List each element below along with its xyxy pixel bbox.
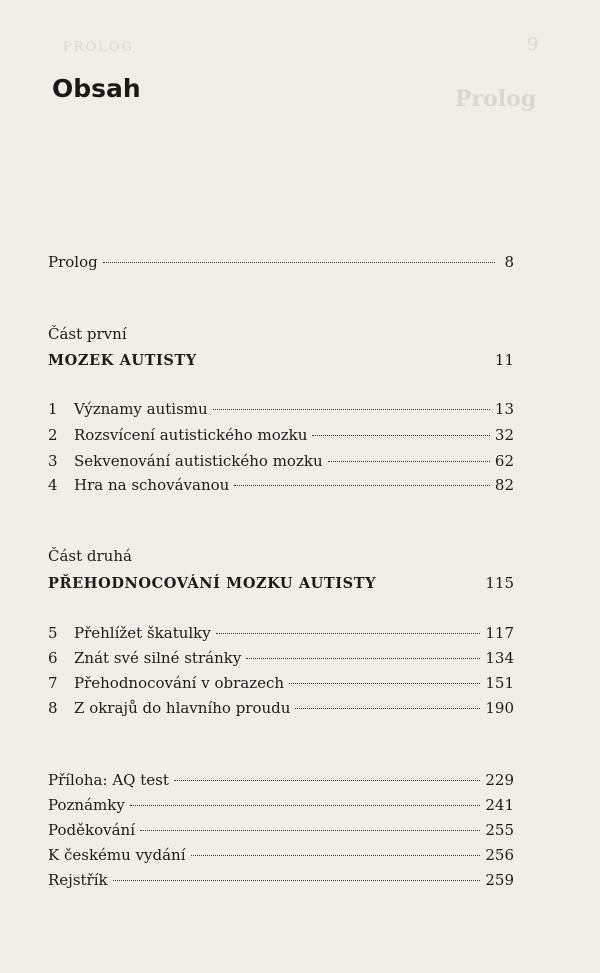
chapter-number: 6 bbox=[48, 649, 58, 667]
toc-entry-acknowledgements[interactable] bbox=[48, 821, 514, 845]
toc-entry-label: Znát své silné stránky bbox=[74, 649, 242, 667]
toc-entry-page: 190 bbox=[485, 699, 514, 717]
toc-entry-czech-edition[interactable] bbox=[48, 846, 514, 870]
leader-dots bbox=[213, 409, 490, 410]
leader-dots bbox=[312, 435, 490, 436]
chapter-number: 5 bbox=[48, 624, 58, 642]
toc-entry-label: Významy autismu bbox=[74, 400, 208, 418]
toc-entry-label: Z okrajů do hlavního proudu bbox=[74, 699, 291, 717]
toc-entry-chapter[interactable] bbox=[48, 624, 514, 648]
toc-entry-label: Přehlížet škatulky bbox=[74, 624, 211, 642]
part-two-title: PŘEHODNOCOVÁNÍ MOZKU AUTISTY bbox=[48, 575, 377, 592]
toc-entry-page: 32 bbox=[494, 426, 514, 444]
part-one-title: MOZEK AUTISTY bbox=[48, 352, 197, 369]
toc-entry-index[interactable] bbox=[48, 871, 514, 895]
toc-entry-page: 82 bbox=[494, 476, 514, 494]
toc-entry-page: 229 bbox=[485, 771, 514, 789]
toc-entry-page: 11 bbox=[494, 351, 514, 369]
part-one-label: Část první bbox=[48, 325, 127, 343]
leader-dots bbox=[140, 830, 480, 831]
chapter-number: 7 bbox=[48, 674, 58, 692]
toc-entry-page: 115 bbox=[485, 574, 514, 592]
page-title: Obsah bbox=[52, 74, 141, 103]
toc-entry-page: 256 bbox=[485, 846, 514, 864]
toc-entry-label: Poděkování bbox=[48, 821, 135, 839]
leader-dots bbox=[174, 780, 481, 781]
toc-entry-chapter[interactable] bbox=[48, 699, 514, 723]
toc-entry-chapter[interactable] bbox=[48, 400, 514, 424]
bleed-through-page-number: 9 bbox=[527, 34, 539, 55]
toc-entry-chapter[interactable] bbox=[48, 649, 514, 673]
toc-entry-label: Příloha: AQ test bbox=[48, 771, 169, 789]
bleed-through-heading: Prolog bbox=[455, 86, 537, 112]
bleed-through-running-head: PROLOG bbox=[63, 40, 134, 55]
chapter-number: 2 bbox=[48, 426, 58, 444]
toc-entry-label: Rozsvícení autistického mozku bbox=[74, 426, 308, 444]
leader-dots bbox=[103, 262, 495, 263]
toc-entry-page: 8 bbox=[504, 253, 514, 271]
toc-entry-chapter[interactable] bbox=[48, 426, 514, 450]
toc-entry-page: 255 bbox=[485, 821, 514, 839]
toc-entry-appendix[interactable] bbox=[48, 771, 514, 795]
chapter-number: 4 bbox=[48, 476, 58, 494]
toc-entry-part-two[interactable] bbox=[48, 574, 514, 598]
toc-entry-page: 62 bbox=[494, 452, 514, 470]
leader-dots bbox=[289, 683, 480, 684]
leader-dots bbox=[216, 633, 481, 634]
toc-entry-page: 259 bbox=[485, 871, 514, 889]
leader-dots bbox=[191, 855, 481, 856]
toc-entry-chapter[interactable] bbox=[48, 452, 514, 476]
leader-dots bbox=[295, 708, 480, 709]
toc-entry-page: 241 bbox=[485, 796, 514, 814]
toc-entry-label: K českému vydání bbox=[48, 846, 186, 864]
chapter-number: 3 bbox=[48, 452, 58, 470]
chapter-number: 8 bbox=[48, 699, 58, 717]
toc-entry-part-one[interactable] bbox=[48, 351, 514, 375]
toc-entry-page: 117 bbox=[485, 624, 514, 642]
leader-dots bbox=[113, 880, 481, 881]
leader-dots bbox=[328, 461, 490, 462]
toc-entry-label: Rejstřík bbox=[48, 871, 108, 889]
toc-entry-prolog[interactable] bbox=[48, 253, 514, 277]
toc-entry-label: Přehodnocování v obrazech bbox=[74, 674, 285, 692]
toc-entry-label: Sekvenování autistického mozku bbox=[74, 452, 323, 470]
leader-dots bbox=[234, 485, 490, 486]
leader-dots bbox=[246, 658, 480, 659]
chapter-number: 1 bbox=[48, 400, 58, 418]
toc-entry-chapter[interactable] bbox=[48, 674, 514, 698]
toc-entry-label: Prolog bbox=[48, 253, 98, 271]
part-two-label: Část druhá bbox=[48, 547, 132, 565]
toc-entry-chapter[interactable] bbox=[48, 476, 514, 500]
toc-entry-page: 13 bbox=[494, 400, 514, 418]
toc-entry-label: Hra na schovávanou bbox=[74, 476, 230, 494]
toc-entry-label: Poznámky bbox=[48, 796, 125, 814]
toc-entry-page: 134 bbox=[485, 649, 514, 667]
toc-entry-notes[interactable] bbox=[48, 796, 514, 820]
leader-dots bbox=[130, 805, 481, 806]
toc-entry-page: 151 bbox=[485, 674, 514, 692]
